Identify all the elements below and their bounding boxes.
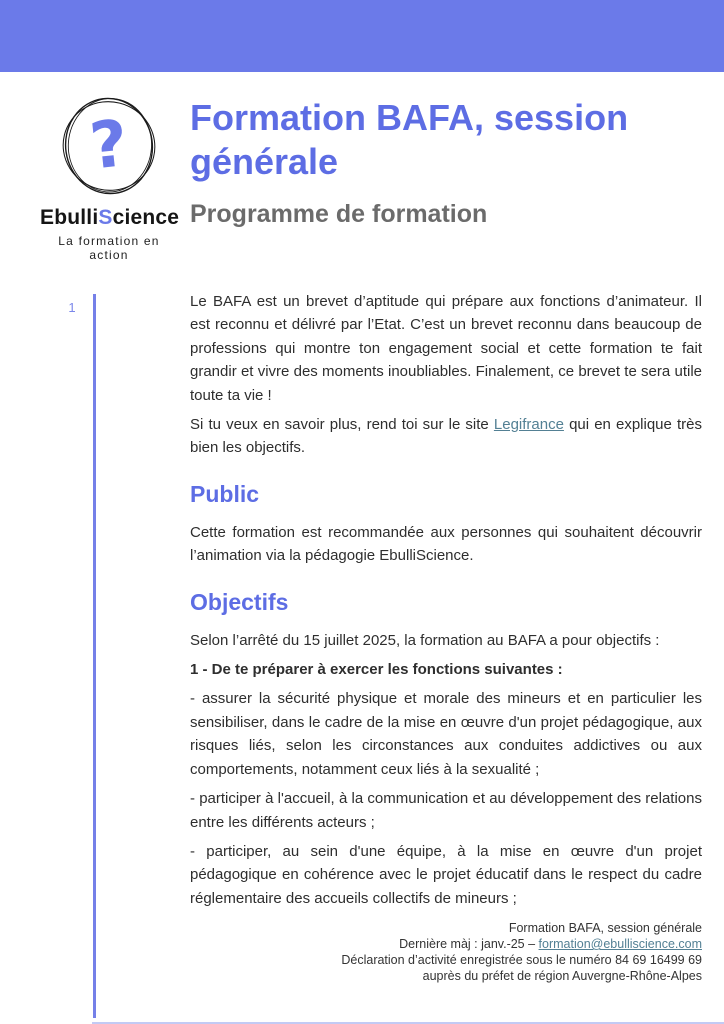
page-title: Formation BAFA, session générale <box>190 97 629 182</box>
document-body <box>190 290 702 916</box>
objectifs-item: - participer à l'accueil, à la communication et au développement des relations entre les différents acteurs ; <box>190 790 702 831</box>
section-heading-objectifs: Objectifs <box>190 588 289 615</box>
footer-line-title: Formation BAFA, session générale <box>508 921 702 935</box>
link-paragraph <box>190 413 702 460</box>
footer-line-declaration: Déclaration d’activité enregistrée sous le numéro 84 69 16499 69 <box>341 953 702 967</box>
footer-line-contact <box>190 936 702 952</box>
intro-paragraph: Le BAFA est un brevet d’aptitude qui prépare aux fonctions d’animateur. Il est reconnu et délivré par l’Etat. C’est un brevet reconnu dans beaucoup de professions qui montre ton engagement social et cette formation te fait grandir et vivre des moments inoubliables. Finalement, ce brevet te sera utile toute ta vie ! <box>190 293 702 404</box>
brand-name <box>40 206 178 230</box>
footer-maj-text: Dernière màj : janv.-25 – <box>399 937 539 951</box>
page-number: 1 <box>68 300 76 315</box>
footer <box>190 920 702 984</box>
title-block <box>190 96 702 229</box>
brand-tagline: La formation en action <box>58 234 160 262</box>
objectifs-intro: Selon l’arrêté du 15 juillet 2025, la formation au BAFA a pour objectifs : <box>190 631 660 649</box>
question-mark-logo-icon <box>57 94 161 198</box>
legifrance-link[interactable]: Legifrance <box>493 416 564 434</box>
section-heading-public: Public <box>190 480 260 507</box>
question-mark-glyph: ? <box>86 106 132 185</box>
footer-email-link[interactable]: formation@ebulliscience.com <box>538 937 702 951</box>
header-band <box>0 0 724 72</box>
objectifs-subheading: 1 - De te préparer à exercer les fonctions suivantes : <box>190 661 563 679</box>
objectifs-item: - assurer la sécurité physique et morale des mineurs et en particulier les sensibiliser, dans le cadre de la mise en œuvre d'un projet pédagogique, aux risques liés, selon les circonstances aux conduites addictives ou aux comportements, notamment ceux liés à la sexualité ; <box>190 690 702 778</box>
brand-accent-letter: S <box>98 206 113 229</box>
logo <box>40 94 178 262</box>
brand-post: cience <box>112 206 180 229</box>
brand-pre: Ebulli <box>40 206 99 229</box>
page-subtitle: Programme de formation <box>190 200 488 228</box>
footer-line-prefet: auprès du préfet de région Auvergne-Rhône-Alpes <box>422 969 702 983</box>
public-paragraph: Cette formation est recommandée aux personnes qui souhaitent découvrir l’animation via la pédagogie EbulliScience. <box>190 523 702 565</box>
objectifs-item: - participer, au sein d'une équipe, à la mise en œuvre d'un projet pédagogique en cohérence avec le projet éducatif dans le respect du cadre réglementaire des accueils collectifs de mineurs ; <box>190 842 702 907</box>
link-paragraph-after: qui en explique très bien les objectifs. <box>190 416 702 457</box>
left-margin-rule <box>93 294 96 1018</box>
link-paragraph-before: Si tu veux en savoir plus, rend toi sur le site <box>190 416 494 434</box>
